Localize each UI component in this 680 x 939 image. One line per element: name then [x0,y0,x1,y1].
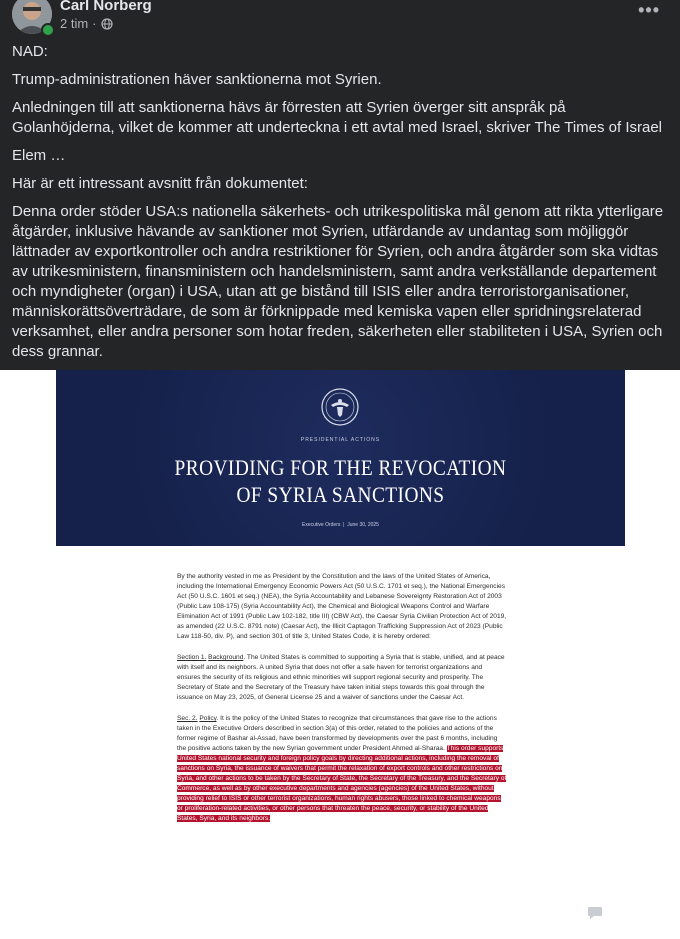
document-title-line: OF SYRIA SANCTIONS [236,482,445,507]
section-1 [177,653,507,703]
section-2-title: Policy [199,715,217,722]
post-paragraph: NAD: [12,43,48,60]
post-text [12,42,668,370]
document-preamble: By the authority vested in me as President by the Constitution and the laws of the United States of America, including the International Emergency Economic Powers Act (50 U.S.C. 1701 et seq.), the National Emergencies Act (50 U.S.C. 1601 et seq.) (NEA), the Syria Accountability and Lebanese Sovereignty Restoration Act of 2003 (Public Law 108-175) (Syria Accountability Act), the Chemical and Biological Weapons Control and Warfare Elimination Act of 1991 (Public Law 102-182, title III) (CBW Act), the Caesar Syria Civilian Protection Act of 2019, as amended (22 U.S.C. 8791 note) (Caesar Act), the Illicit Captagon Trafficking Suppression Act of 2023 (Public Law 118-50, div. P), and section 301 of title 3, United States Code, it is hereby ordered: [177,573,507,640]
document-meta: Executive Orders | June 30, 2025 [302,522,379,528]
document-banner [56,370,625,546]
document-category: Executive Orders [302,522,341,528]
section-2-heading: Sec. 2. [177,715,198,722]
document-title-line: PROVIDING FOR THE REVOCATION [174,455,507,480]
section-1-title: Background [208,654,244,661]
post-paragraph: Här är ett intressant avsnitt från dokumentet: [12,175,308,192]
post-paragraph: Trump-administrationen häver sanktionerna mot Syrien. [12,71,382,88]
document-date: June 30, 2025 [347,522,379,528]
document-body [177,572,507,835]
facebook-post [0,0,680,370]
chat-bubble-icon[interactable] [587,906,603,920]
online-status-indicator [41,23,55,37]
attached-image[interactable] [0,370,680,939]
presidential-actions-label: PRESIDENTIAL ACTIONS [300,437,381,443]
section-2-highlight: This order supports United States national security and foreign policy goals by directing additional actions, including the removal of sanctions on Syria, the issuance of waivers that permit the relaxation of export controls and other restrictions on Syria, and other actions to be taken by the Secretary of State, the Secretary of the Treasury, and the Secretary of Commerce, as well as by other executive departments and agencies (agencies) of the United States, without providing relief to ISIS or other terrorist organizations, human rights abusers, those linked to chemical weapons or proliferation-related activities, or other persons that threaten the peace, security, or stability of the United States, Syria, and its neighbors. [177,745,507,822]
section-2-text: . It is the policy of the United States to recognize that circumstances that gave rise to the actions taken in the Executive Orders described in section 3(a) of this order, related to the policies and actions of the former regime of Bashar al-Assad, have been transformed by developments over the past 6 months, including the positive actions taken by the new Syrian government under President Ahmed al-Sharaa. [177,715,498,752]
document-title [90,454,591,508]
presidential-seal-icon [321,388,359,426]
globe-icon [101,18,113,30]
meta-separator: · [92,16,97,31]
post-time[interactable]: 2 tim [60,16,89,31]
more-options-icon[interactable]: ••• [638,0,660,20]
section-1-heading: Section 1. [177,654,207,661]
section-2 [177,714,507,824]
post-paragraph: Elem … [12,147,66,164]
post-paragraph: Denna order stöder USA:s nationella säkerhets- och utrikespolitiska mål genom att rikta ytterligare åtgärder, inklusive hävande av sanktioner mot Syrien, utfärdande av undantag som möjliggör lättnader av exportkontroller och andra restriktioner för Syrien, och andra åtgärder som ska vidtas av utrikesministern, finansministern och handelsministern, samt andra verkställande departement och myndigheter (organ) i USA, utan att ge bistånd till ISIS eller andra terroristorganisationer, människorättsöverträdare, de som är förknippade med kemiska vapen eller spridningsrelaterad verksamhet, eller andra personer som hotar freden, säkerheten eller stabiliteten i USA, Syrien och dess grannar. [12,203,664,360]
author-name[interactable]: Carl Norberg [60,0,152,14]
section-1-text: . The United States is committed to supporting a Syria that is stable, unified, and at peace with itself and its neighbors. A united Syria that does not offer a safe haven for terrorist organizations and ensures the security of its religious and ethnic minorities will support regional security and prosperity. The Secretary of State and the Secretary of the Treasury have taken initial steps towards this goal through the issuance on May 23, 2025, of General License 25 and a waiver of sanctions under the Caesar Act. [177,654,505,701]
post-meta [60,16,113,31]
post-paragraph: Anledningen till att sanktionerna hävs är förresten att Syrien överger sitt anspråk på Golanhöjderna, vilket de kommer att underteckna i ett avtal med Israel, skriver The Times of Israel [12,99,663,136]
